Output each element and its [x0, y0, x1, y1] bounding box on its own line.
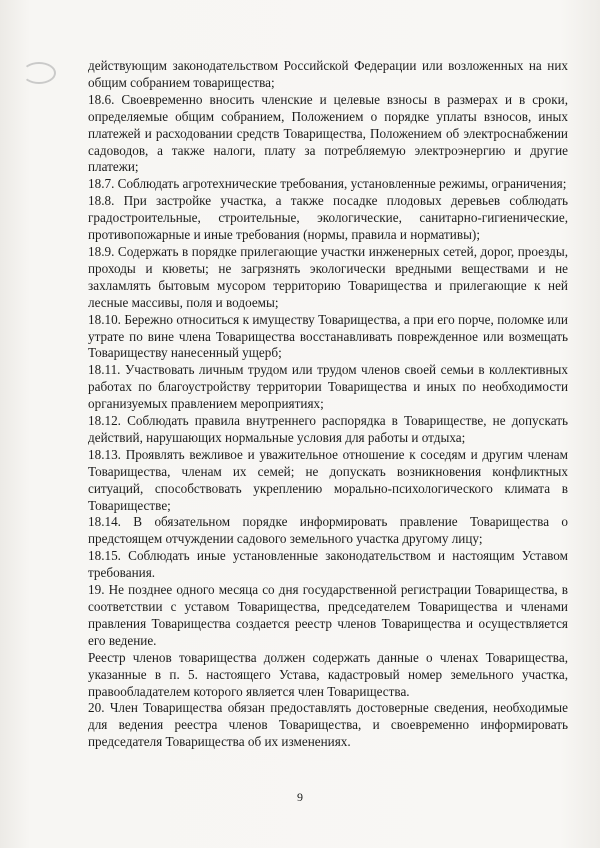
paragraph-registry: Реестр членов товарищества должен содержать данные о членах Товарищества, указанные в п. 5. настоящего Устава, кадастровый номер земельного участка, правообладателем которого является член Товарищества. [88, 649, 568, 699]
page-number: 9 [297, 790, 303, 804]
paragraph-18-9: 18.9. Содержать в порядке прилегающие участки инженерных сетей, дорог, проезды, проходы и кюветы; не загрязнять экологически вредными веществами и не захламлять бытовым мусором территорию Товарищества и прилегающие к ней лесные массивы, поля и водоемы; [88, 243, 568, 310]
paragraph-18-13: 18.13. Проявлять вежливое и уважительное отношение к соседям и другим членам Товарищества, членам их семей; не допускать возникновения конфликтных ситуаций, способствовать укреплению морально-психологического климата в Товариществе; [88, 446, 568, 513]
paragraph-continuation: действующим законодательством Российской Федерации или возложенных на них общим собранием товарищества; [88, 58, 568, 90]
paragraph-18-11: 18.11. Участвовать личным трудом или трудом членов своей семьи в коллективных работах по благоустройству территории Товарищества и иных по необходимости организуемых правлением мероприятиях; [88, 362, 568, 412]
paragraph-18-8: 18.8. При застройке участка, а также посадке плодовых деревьев соблюдать градостроительные, строительные, экологические, санитарно-гигиенические, противопожарные и иные требования (нормы, правила и нормативы); [88, 193, 568, 243]
paragraph-18-7: 18.7. Соблюдать агротехнические требования, установленные режимы, ограничения; [88, 176, 567, 192]
paragraph-18-10: 18.10. Бережно относиться к имуществу Товарищества, а при его порче, поломке или утрате по вине члена Товарищества восстанавливать поврежденное или возмещать Товариществу нанесенный ущерб; [88, 311, 568, 361]
paragraph-19: 19. Не позднее одного месяца со дня государственной регистрации Товарищества, в соответствии с уставом Товарищества, председателем Товарищества и членами правления Товарищества создается реестр членов Товарищества и осуществляется его ведение. [88, 582, 568, 648]
paragraph-18-14: 18.14. В обязательном порядке информировать правление Товарищества о предстоящем отчуждении садового земельного участка другому лицу; [88, 514, 568, 547]
paragraph-20: 20. Член Товарищества обязан предоставлять достоверные сведения, необходимые для ведения реестра членов Товарищества, и своевременно информировать председателя Товарищества об их изменениях. [88, 700, 568, 750]
paragraph-18-6: 18.6. Своевременно вносить членские и целевые взносы в размерах и в сроки, определяемые общим собранием, Положением о порядке уплаты взносов, иных платежей и расходовании средств Товарищества, Положением об электроснабжении садоводов, а также налоги, плату за потребляемую электроэнергию и другие платежи; [88, 91, 568, 175]
paragraph-18-15: 18.15. Соблюдать иные установленные законодательством и настоящим Уставом требования. [88, 548, 568, 581]
paragraph-18-12: 18.12. Соблюдать правила внутреннего распорядка в Товариществе, не допускать действий, нарушающих нормальные условия для работы и отдыха; [88, 413, 568, 445]
document-body [88, 58, 568, 751]
staple-hole-mark [22, 62, 56, 84]
